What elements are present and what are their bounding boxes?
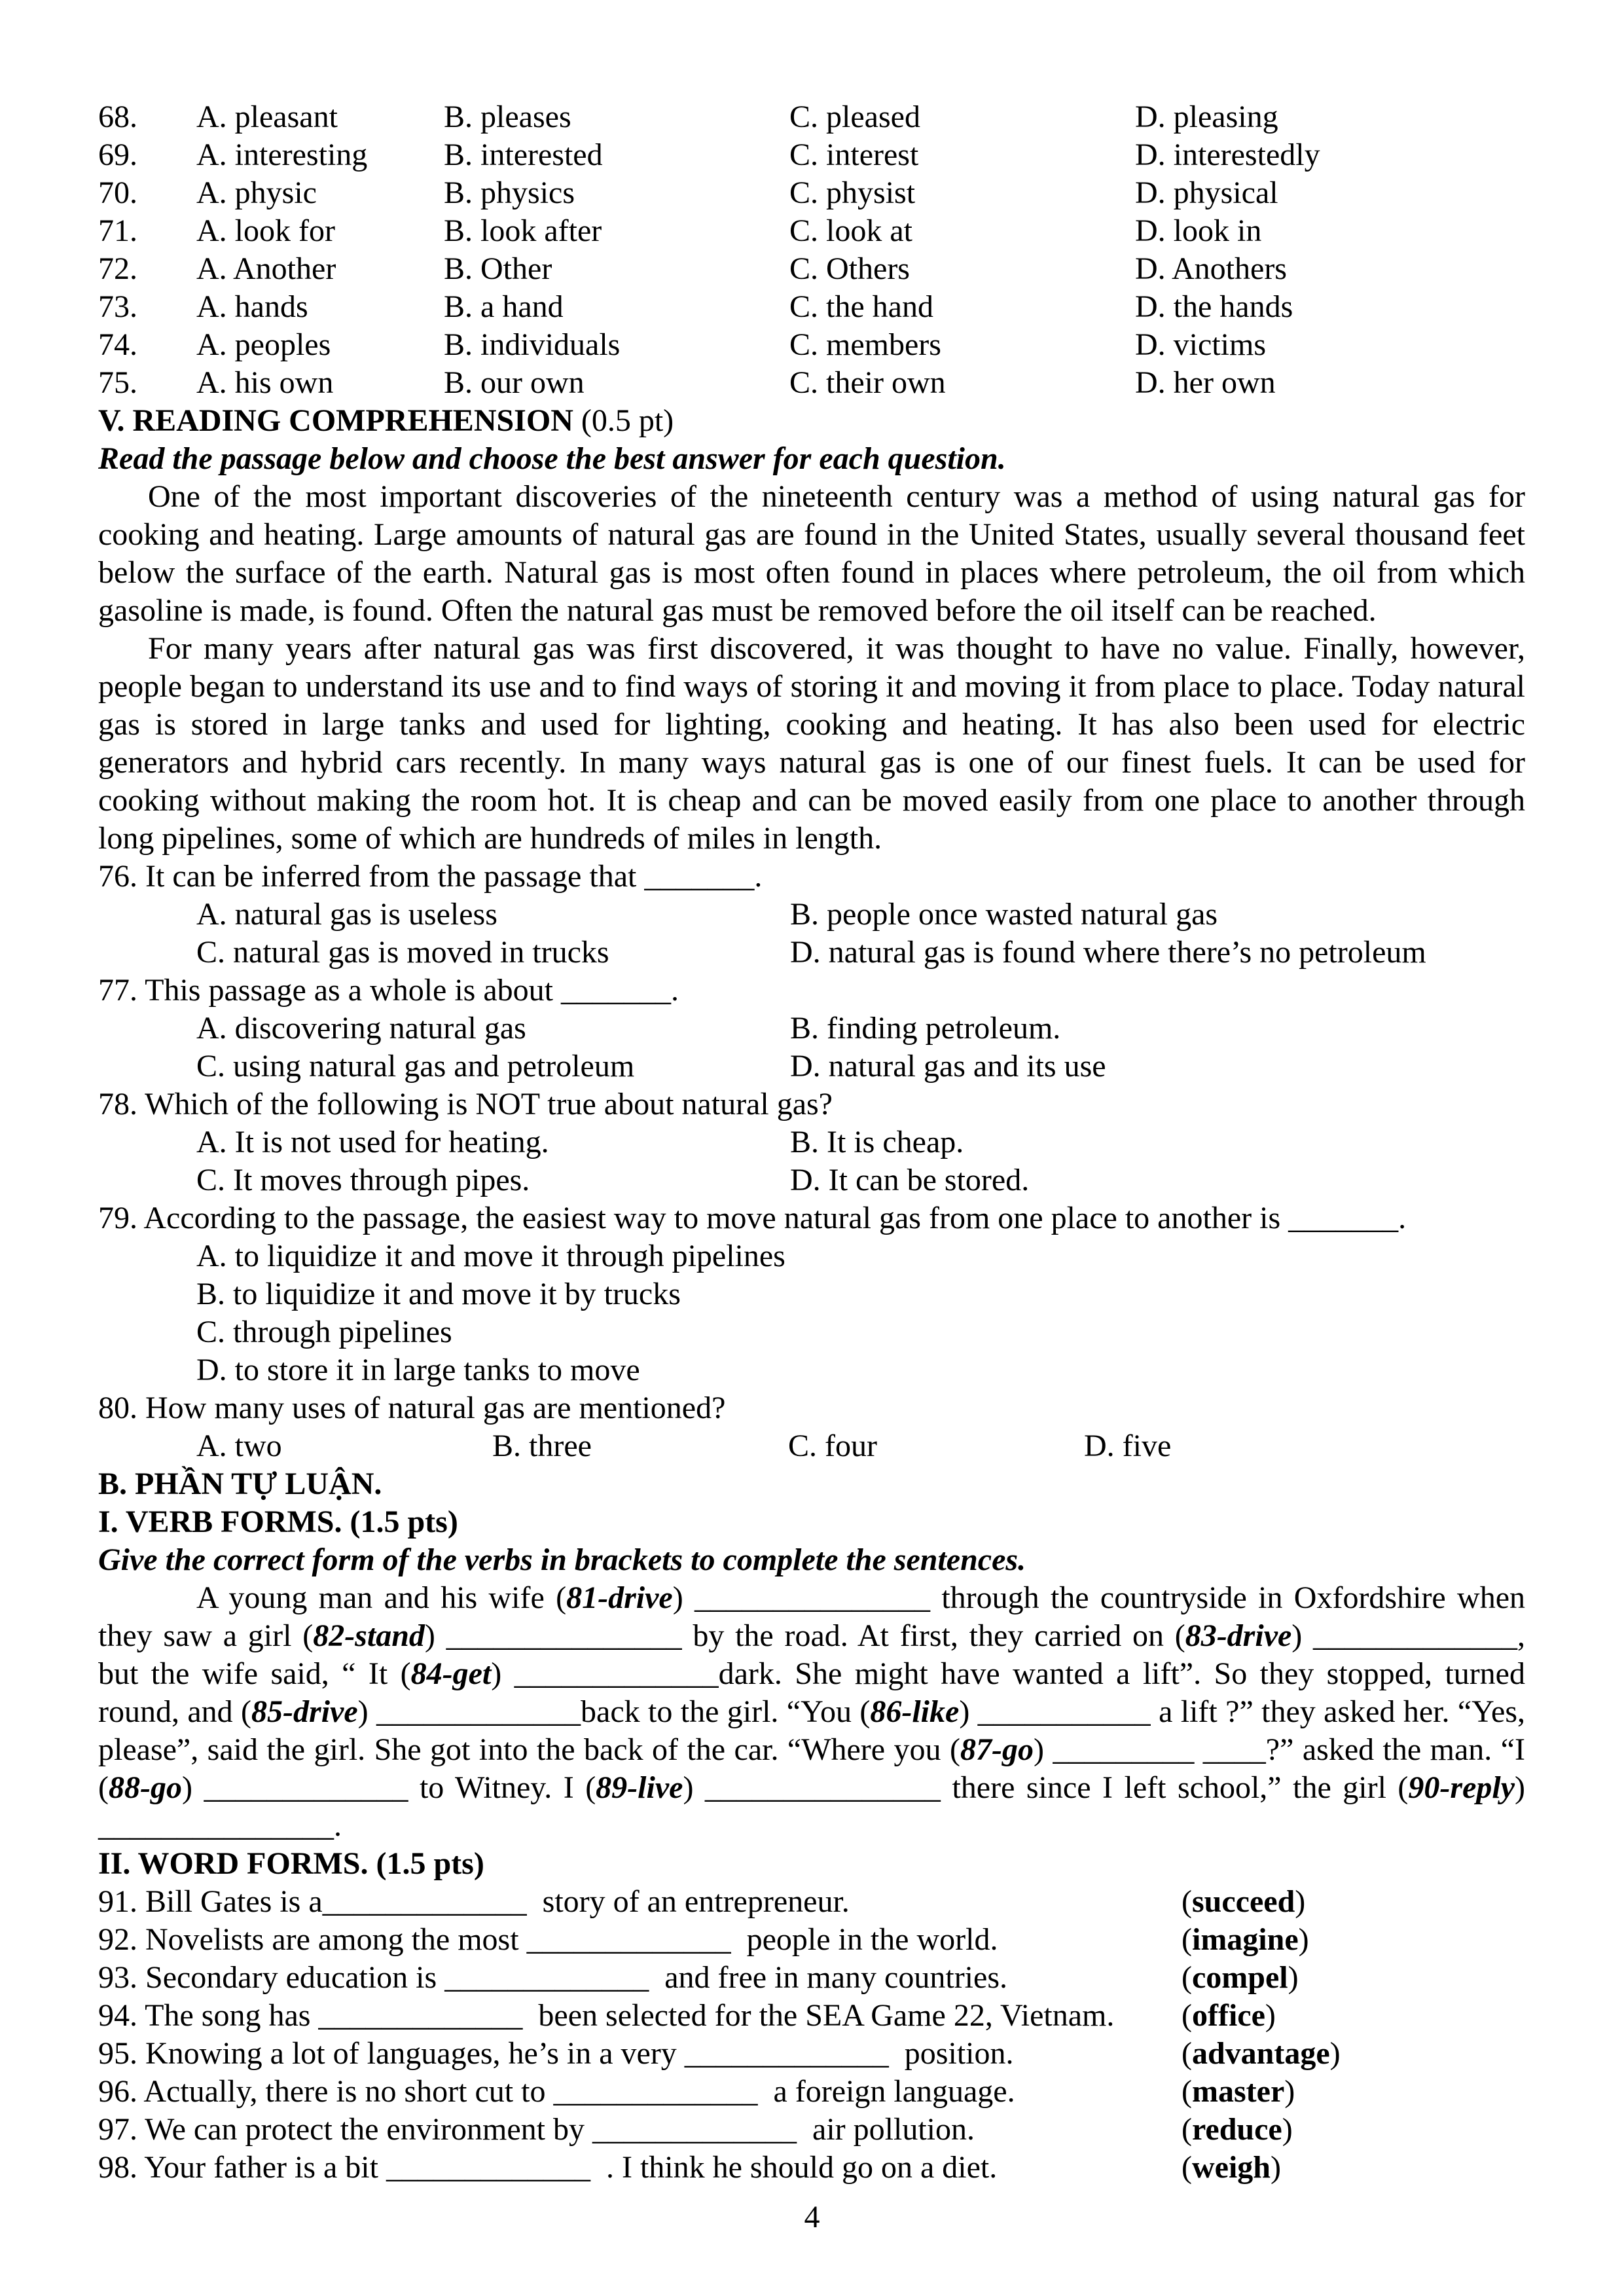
- verb-forms-instruction: Give the correct form of the verbs in brackets to complete the sentences.: [98, 1542, 1026, 1577]
- question-number: 74.: [98, 327, 137, 362]
- verb-cue-81: 81-drive: [566, 1580, 673, 1615]
- option-c: C. physist: [789, 175, 916, 210]
- option-d: D. the hands: [1135, 289, 1293, 324]
- question-text: 76. It can be inferred from the passage that _______.: [98, 859, 763, 894]
- word-form-item: 96. Actually, there is no short cut to _____________ a foreign language. (master): [98, 2073, 1525, 2111]
- options-row: [98, 1123, 1525, 1161]
- word-form-item: 98. Your father is a bit _____________ . I think he should go on a diet. (weigh): [98, 2149, 1525, 2187]
- option-c: C. through pipelines: [196, 1315, 452, 1349]
- option-a: A. natural gas is useless: [196, 897, 497, 932]
- verb-cue-90: 90-reply: [1408, 1770, 1515, 1805]
- word-form-cue: reduce: [1191, 2112, 1282, 2147]
- option-d: D. to store it in large tanks to move: [196, 1353, 640, 1387]
- exam-page: [98, 98, 1525, 2187]
- option-a: A. It is not used for heating.: [196, 1125, 549, 1159]
- option-b: B. Other: [444, 251, 552, 286]
- word-form-item: 94. The song has _____________ been selected for the SEA Game 22, Vietnam. (office): [98, 1997, 1525, 2035]
- page-number: 4: [804, 2200, 820, 2234]
- word-form-sentence: 93. Secondary education is _____________ and free in many countries.: [98, 1960, 1007, 1995]
- passage-text: ) _______________ there since I left school,” the girl (: [683, 1770, 1409, 1805]
- question-number: 75.: [98, 365, 137, 400]
- option-d: D. her own: [1135, 365, 1276, 400]
- mc-answer-table: [98, 98, 1525, 402]
- word-forms-heading: II. WORD FORMS. (1.5 pts): [98, 1846, 484, 1881]
- option-c: C. four: [788, 1429, 877, 1463]
- passage-text: ) _______________ by the road. At first, they carried on (: [424, 1618, 1185, 1653]
- word-form-sentence: 91. Bill Gates is a_____________ story of an entrepreneur.: [98, 1884, 850, 1919]
- reading-instruction: Read the passage below and choose the best answer for each question.: [98, 441, 1006, 476]
- question-number: 72.: [98, 251, 137, 286]
- option-d: D. five: [1084, 1429, 1172, 1463]
- option-a: A. to liquidize it and move it through pipelines: [196, 1239, 785, 1273]
- question-78: [98, 1085, 1525, 1199]
- options-row: [98, 896, 1525, 934]
- option-a: A. Another: [196, 251, 336, 286]
- passage-text: ) _____________, but the wife said, “ It (: [98, 1618, 1526, 1691]
- word-form-sentence: 98. Your father is a bit _____________ . I think he should go on a diet.: [98, 2150, 998, 2185]
- verb-forms-passage: [98, 1579, 1525, 1845]
- word-form-sentence: 96. Actually, there is no short cut to _____________ a foreign language.: [98, 2074, 1015, 2109]
- passage-text: A young man and his wife (: [196, 1580, 567, 1615]
- question-text: 78. Which of the following is NOT true about natural gas?: [98, 1087, 833, 1121]
- word-form-item: 92. Novelists are among the most _____________ people in the world. (imagine): [98, 1921, 1525, 1959]
- question-text: 80. How many uses of natural gas are mentioned?: [98, 1391, 726, 1425]
- passage-text: ) _____________back to the girl. “You (: [357, 1694, 871, 1729]
- word-form-sentence: 97. We can protect the environment by _____________ air pollution.: [98, 2112, 975, 2147]
- option-c: C. Others: [789, 251, 910, 286]
- passage-text: ) _______________ through the countryside in Oxfordshire when they saw a girl (: [98, 1580, 1526, 1653]
- question-76: [98, 858, 1525, 972]
- part-b-heading: B. PHẦN TỰ LUẬN.: [98, 1467, 382, 1501]
- mc-row: [98, 212, 1525, 250]
- passage-text: ) _____________ to Witney. I (: [181, 1770, 596, 1805]
- option-d: D. pleasing: [1135, 100, 1278, 134]
- option-b: B. interested: [444, 137, 603, 172]
- question-77: [98, 972, 1525, 1085]
- verb-cue-89: 89-live: [596, 1770, 683, 1805]
- options-row: [98, 934, 1525, 972]
- option-b: B. people once wasted natural gas: [790, 897, 1218, 932]
- option-d: D. interestedly: [1135, 137, 1320, 172]
- verb-cue-86: 86-like: [870, 1694, 960, 1729]
- word-form-cue: imagine: [1191, 1922, 1299, 1957]
- option-b: B. three: [492, 1429, 592, 1463]
- verb-cue-82: 82-stand: [313, 1618, 425, 1653]
- word-form-cue: master: [1191, 2074, 1285, 2109]
- option-c: C. interest: [789, 137, 919, 172]
- options-row: [98, 1161, 1525, 1199]
- mc-row: [98, 136, 1525, 174]
- option-a: A. look for: [196, 213, 335, 248]
- verb-cue-87: 87-go: [960, 1732, 1034, 1767]
- word-form-sentence: 95. Knowing a lot of languages, he’s in a very _____________ position.: [98, 2036, 1014, 2071]
- word-form-item: 91. Bill Gates is a_____________ story of an entrepreneur. (succeed): [98, 1883, 1525, 1921]
- question-text: 79. According to the passage, the easiest way to move natural gas from one place to another is _______.: [98, 1201, 1407, 1235]
- option-b: B. pleases: [444, 100, 571, 134]
- question-number: 71.: [98, 213, 137, 248]
- mc-row: [98, 98, 1525, 136]
- option-b: B. look after: [444, 213, 602, 248]
- option-d: D. physical: [1135, 175, 1278, 210]
- reading-heading-text: V. READING COMPREHENSION: [98, 403, 573, 438]
- option-c: C. It moves through pipes.: [196, 1163, 530, 1197]
- passage-text: ) ___________ a lift ?” they asked her. “Yes, please”, said the girl. She got into the back of the car. “Where you (: [98, 1694, 1525, 1767]
- question-text: 77. This passage as a whole is about _______.: [98, 973, 679, 1008]
- word-form-cue: compel: [1191, 1960, 1288, 1995]
- passage-text: ) _____________dark. She might have wanted a lift”. So they stopped, turned round, and (: [98, 1656, 1525, 1729]
- question-number: 68.: [98, 100, 137, 134]
- verb-cue-84: 84-get: [410, 1656, 492, 1691]
- passage-paragraph-1: One of the most important discoveries of the nineteenth century was a method of using natural gas for cooking and heating. Large amounts of natural gas are found in the United States, usually several thousand feet below the surface of the earth. Natural gas is most often found in places where petroleum, the oil from which gasoline is made, is found. Often the natural gas must be removed before the oil itself can be reached.: [98, 479, 1525, 628]
- mc-row: [98, 364, 1525, 402]
- reading-heading: [98, 402, 1525, 440]
- question-number: 73.: [98, 289, 137, 324]
- verb-forms-heading: I. VERB FORMS. (1.5 pts): [98, 1504, 458, 1539]
- option-c: C. natural gas is moved in trucks: [196, 935, 609, 970]
- verb-cue-83: 83-drive: [1185, 1618, 1292, 1653]
- option-a: A. two: [196, 1429, 282, 1463]
- reading-points: (0.5 pt): [581, 403, 674, 438]
- option-c: C. pleased: [789, 100, 920, 134]
- option-d: D. natural gas and its use: [790, 1049, 1106, 1084]
- option-b: B. finding petroleum.: [790, 1011, 1061, 1046]
- option-a: A. hands: [196, 289, 308, 324]
- option-c: C. their own: [789, 365, 946, 400]
- options-row: [98, 1427, 1525, 1465]
- option-d: D. natural gas is found where there’s no petroleum: [790, 935, 1426, 970]
- option-b: B. physics: [444, 175, 575, 210]
- question-number: 69.: [98, 137, 137, 172]
- word-form-sentence: 94. The song has _____________ been selected for the SEA Game 22, Vietnam.: [98, 1998, 1115, 2033]
- verb-cue-88: 88-go: [108, 1770, 182, 1805]
- option-a: A. pleasant: [196, 100, 338, 134]
- word-form-cue: weigh: [1191, 2150, 1271, 2185]
- passage-paragraph-2: For many years after natural gas was first discovered, it was thought to have no value. Finally, however, people began to understand its use and to find ways of storing it and moving it from place to place. Today natural gas is stored in large tanks and used for lighting, cooking and heating. It has also been used for electric generators and hybrid cars recently. In many ways natural gas is one of our finest fuels. It can be used for cooking without making the room hot. It is cheap and can be moved easily from one place to another through long pipelines, some of which are hundreds of miles in length.: [98, 631, 1525, 856]
- options-row: [98, 1010, 1525, 1048]
- word-form-cue: office: [1191, 1998, 1265, 2033]
- option-c: C. look at: [789, 213, 912, 248]
- word-forms-list: [98, 1883, 1525, 2187]
- question-80: [98, 1389, 1525, 1465]
- option-c: C. the hand: [789, 289, 933, 324]
- word-form-item: 97. We can protect the environment by _____________ air pollution. (reduce): [98, 2111, 1525, 2149]
- option-c: C. using natural gas and petroleum: [196, 1049, 635, 1084]
- option-b: B. It is cheap.: [790, 1125, 964, 1159]
- mc-row: [98, 326, 1525, 364]
- question-number: 70.: [98, 175, 137, 210]
- option-d: D. Anothers: [1135, 251, 1287, 286]
- option-b: B. to liquidize it and move it by trucks: [196, 1277, 681, 1311]
- option-b: B. individuals: [444, 327, 621, 362]
- option-a: A. discovering natural gas: [196, 1011, 526, 1046]
- mc-row: [98, 174, 1525, 212]
- passage-text: ) _______________.: [98, 1770, 1525, 1843]
- option-d: D. It can be stored.: [790, 1163, 1030, 1197]
- option-a: A. peoples: [196, 327, 331, 362]
- word-form-cue: succeed: [1191, 1884, 1295, 1919]
- word-form-item: 93. Secondary education is _____________ and free in many countries. (compel): [98, 1959, 1525, 1997]
- option-a: A. physic: [196, 175, 317, 210]
- verb-cue-85: 85-drive: [251, 1694, 358, 1729]
- mc-row: [98, 250, 1525, 288]
- word-form-item: 95. Knowing a lot of languages, he’s in a very _____________ position. (advantage): [98, 2035, 1525, 2073]
- mc-row: [98, 288, 1525, 326]
- question-79: [98, 1199, 1525, 1389]
- word-form-sentence: 92. Novelists are among the most _____________ people in the world.: [98, 1922, 998, 1957]
- option-a: A. his own: [196, 365, 334, 400]
- option-b: B. our own: [444, 365, 585, 400]
- passage-text: ) _________ ____?” asked the man. “I (: [98, 1732, 1525, 1805]
- option-c: C. members: [789, 327, 941, 362]
- option-d: D. look in: [1135, 213, 1262, 248]
- option-a: A. interesting: [196, 137, 368, 172]
- word-form-cue: advantage: [1191, 2036, 1330, 2071]
- options-row: [98, 1048, 1525, 1085]
- option-d: D. victims: [1135, 327, 1266, 362]
- option-b: B. a hand: [444, 289, 564, 324]
